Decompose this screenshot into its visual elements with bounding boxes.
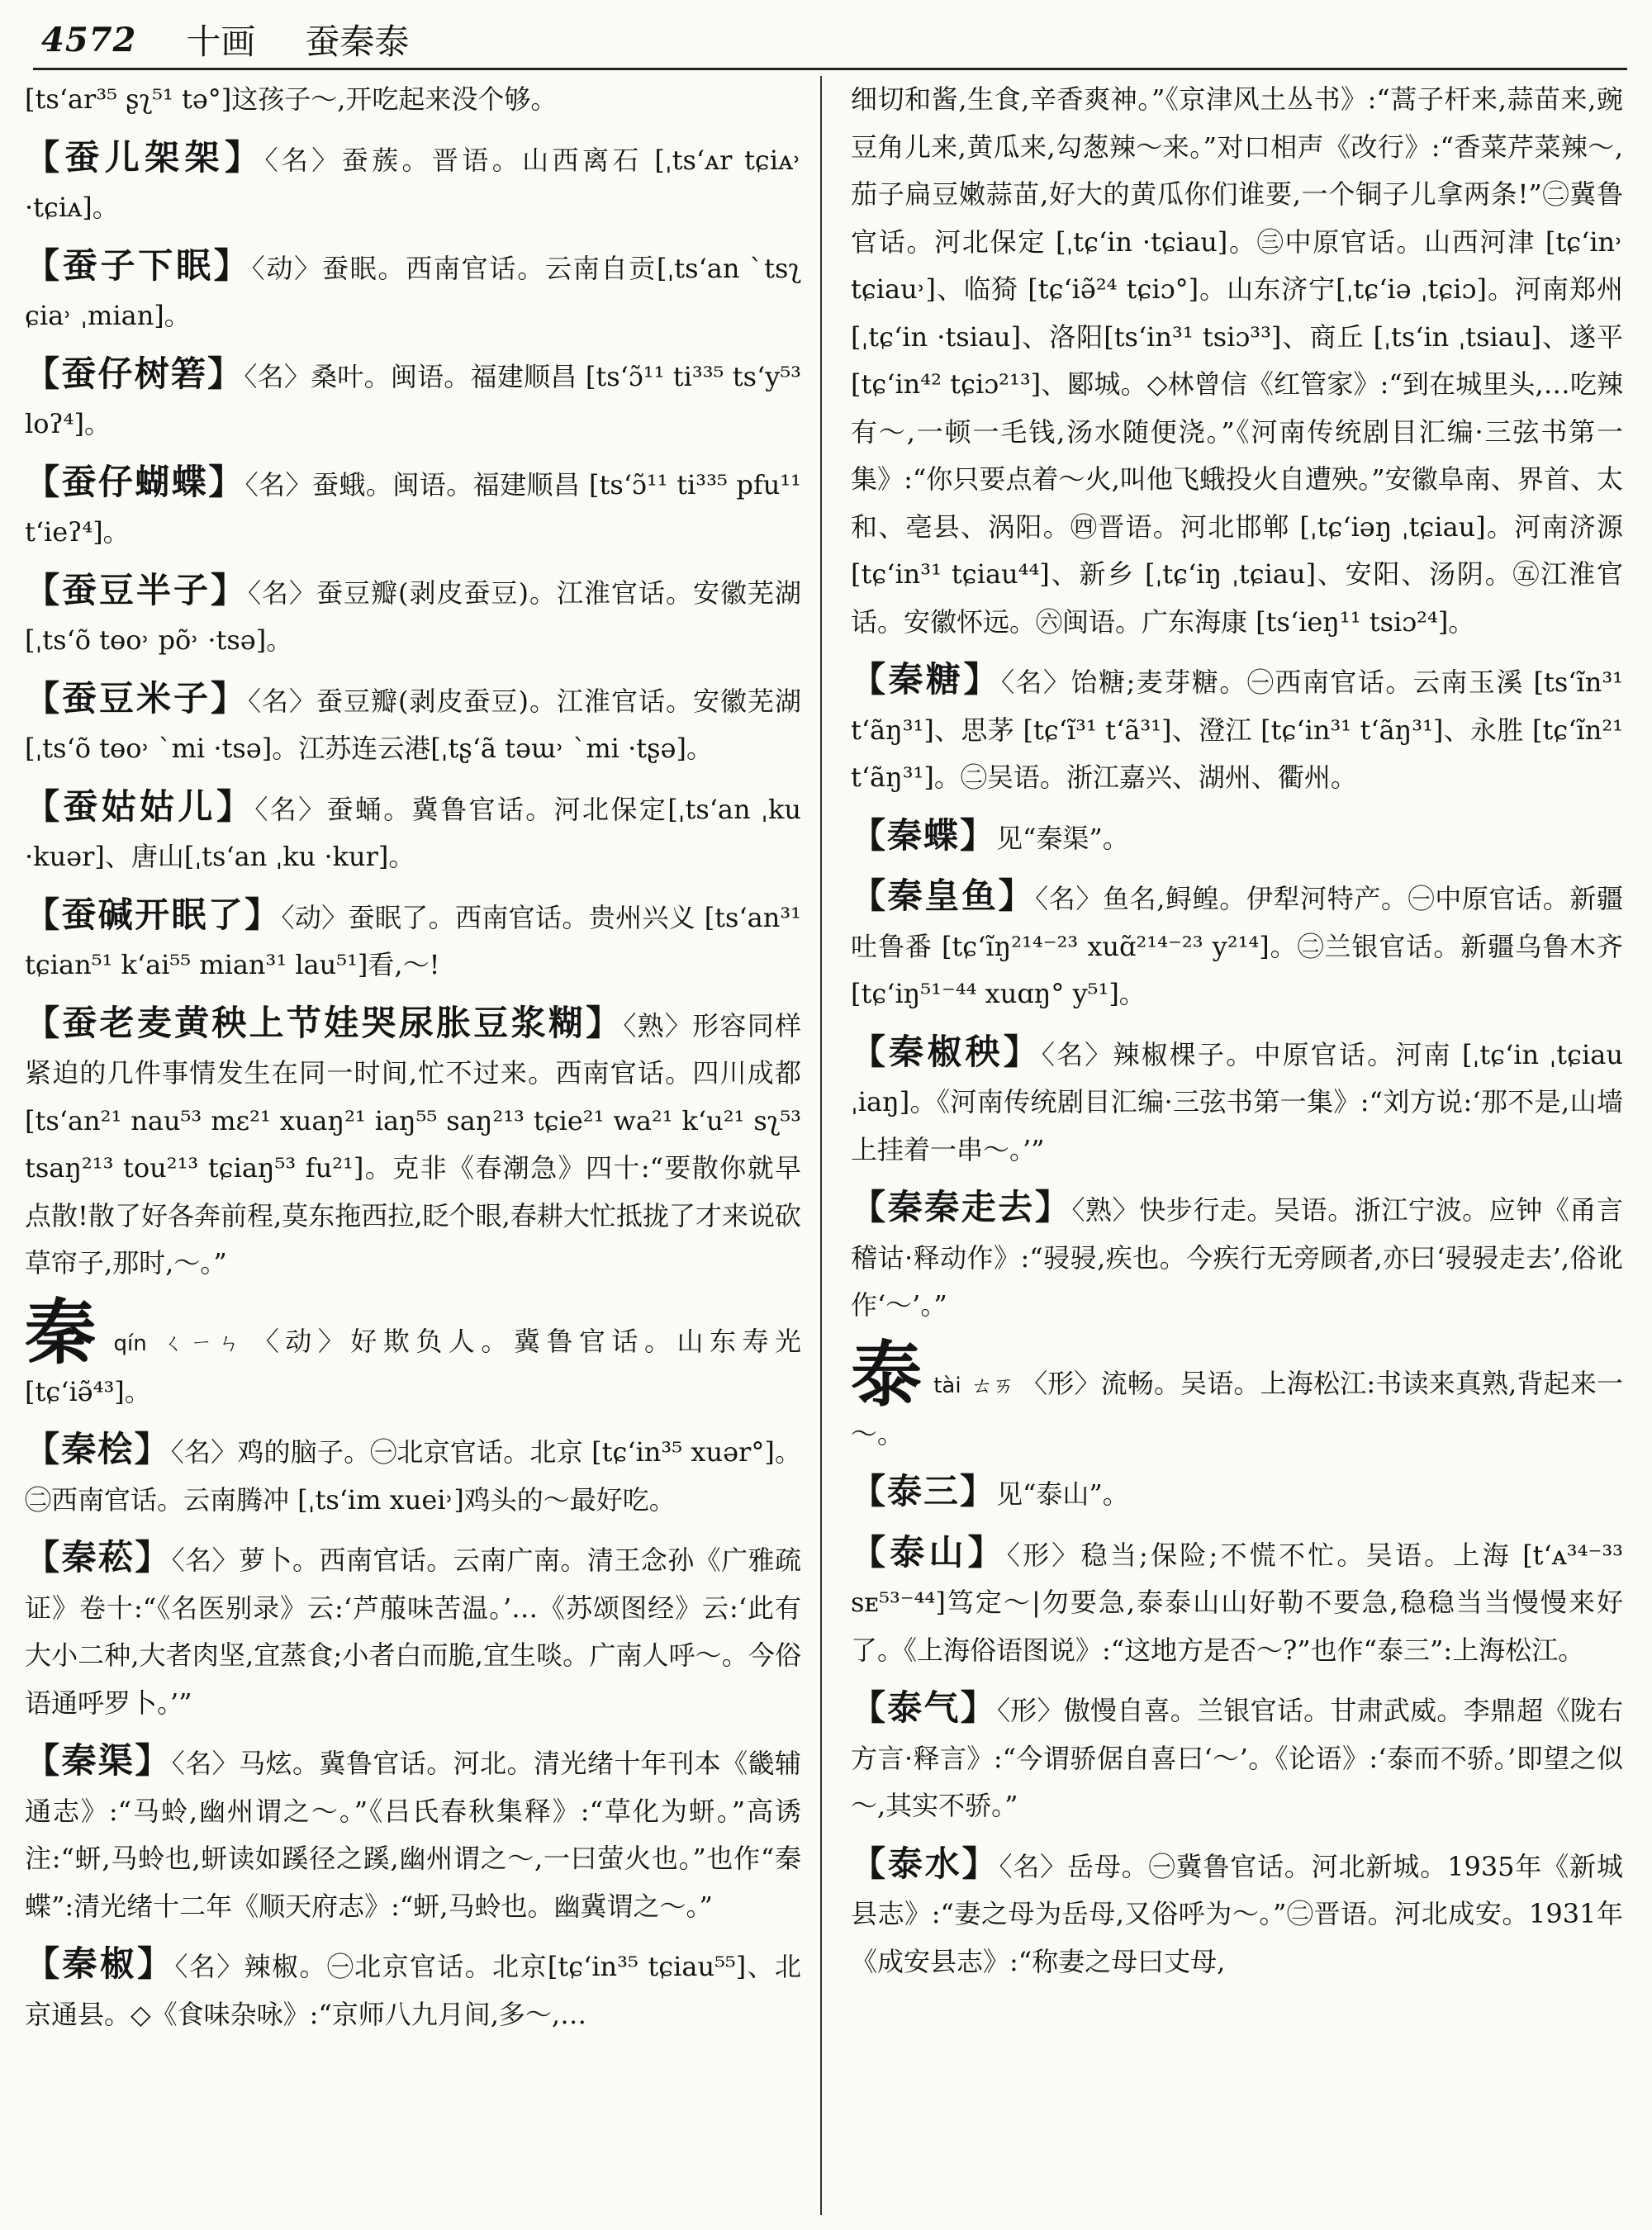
- entry: [851, 872, 1623, 1018]
- head-character-entry: [25, 1290, 801, 1416]
- headword: 【蚕豆米子】: [25, 677, 249, 719]
- entry: [851, 656, 1623, 802]
- entry: [25, 134, 801, 232]
- zhuyin: ㄊㄞ: [971, 1373, 1015, 1398]
- head-character: 泰: [851, 1332, 923, 1416]
- entry-body: 〈形〉流畅。吴语。上海松江:书读来真熟,背起来一～。: [851, 1367, 1623, 1450]
- headword: 【蚕碱开眠了】: [25, 894, 282, 935]
- headword: 【蚕儿架架】: [25, 136, 265, 178]
- headword: 【秦皇鱼】: [851, 875, 1036, 916]
- entry-body: 〈名〉蚕蛹。冀鲁官话。河北保定[ˌtsʻan ˌku ·kuər]、唐山[ˌtsʻan ˌku ·kur]。: [25, 793, 801, 872]
- entry-body: 〈名〉蚕蛾。闽语。福建顺昌 [tsʻɔ̃¹¹ ti³³⁵ pfu¹¹ tʻieʔ⁴]。: [25, 468, 801, 548]
- entry-body: 〈动〉蚕眠。西南官话。云南自贡[ˌtsʻan ˋtsʅ ɕia˒ ˌmian]。: [25, 252, 801, 331]
- entry: [25, 783, 801, 881]
- entry-body: 〈形〉傲慢自喜。兰银官话。甘肃武威。李鼎超《陇右方言·释言》:“今谓骄倨自喜曰‘～’。《论语》:‘泰而不骄。’即望之似～,其实不骄。”: [851, 1695, 1623, 1821]
- headword: 【蚕豆半子】: [25, 569, 249, 610]
- headword: 【秦菘】: [25, 1537, 172, 1578]
- column-divider: [820, 76, 822, 2215]
- entry: [851, 1684, 1623, 1830]
- entry-body: 〈名〉蚕豆瓣(剥皮蚕豆)。江淮官话。安徽芜湖[ˌtsʻõ tɵo˒ ˋmi ·tsə]。江苏连云港[ˌtʂʻã təɯ˒ ˋmi ·tʂə]。: [25, 685, 801, 764]
- headword: 【泰山】: [851, 1531, 1007, 1573]
- entry-body: 〈名〉桑叶。闽语。福建顺昌 [tsʻɔ̃¹¹ ti³³⁵ tsʻy⁵³ loʔ⁴]。: [25, 360, 801, 439]
- headword: 【秦椒秧】: [851, 1031, 1042, 1072]
- continuation-text: 细切和酱,生食,辛香爽神。”《京津风土丛书》:“蒿子杆来,蒜苗来,豌豆角儿来,黄瓜来,勾葱辣～来。”对口相声《改行》:“香菜芹菜辣～,茄子扁豆嫩蒜苗,好大的黄瓜你们谁要,一个铜子儿拿两条!”㊁冀鲁官话。河北保定 [ˌtɕʻin ·tɕiau]。㊂中原官话。山西河津 [tɕʻin˒ tɕiau˒]、临猗 [tɕʻiə̃²⁴ tɕiɔ°]。山东济宁[ˌtɕʻiə ˌtɕiɔ]。河南郑州[ˌtɕʻin ·tsiau]、洛阳[tsʻin³¹ tsiɔ³³]、商丘 [ˌtsʻin ˌtsiau]、遂平 [tɕʻin⁴² tɕiɔ²¹³]、郾城。◇林曾信《红管家》:“到在城里头,…吃辣有～,一顿一毛钱,汤水随便浇。”《河南传统剧目汇编·三弦书第一集》:“你只要点着～火,叫他飞蛾投火自遭殃。”安徽阜南、界首、太和、亳县、涡阳。㊃晋语。河北邯郸 [ˌtɕʻiəŋ ˌtɕiau]。河南济源[tɕʻin³¹ tɕiau⁴⁴]、新乡 [ˌtɕʻiŋ ˌtɕiau]、安阳、汤阴。㊄江淮官话。安徽怀远。㊅闽语。广东海康 [tsʻieŋ¹¹ tsiɔ²⁴]。: [851, 83, 1623, 638]
- page-header: [41, 15, 1627, 64]
- headword: 【蚕姑姑儿】: [25, 785, 255, 827]
- page-number: 4572: [41, 20, 137, 59]
- entry-body: 见“泰山”。: [996, 1478, 1129, 1510]
- entry-body: 〈名〉辣椒。㊀北京官话。北京[tɕʻin³⁵ tɕiau⁵⁵]、北京通县。◇《食味杂咏》:“京师八九月间,多～,…: [25, 1951, 801, 2030]
- entry-body: 〈名〉饴糖;麦芽糖。㊀西南官话。云南玉溪 [tsʻĩn³¹ tʻãŋ³¹]、思茅 [tɕʻĩ³¹ tʻã³¹]、澄江 [tɕʻin³¹ tʻãŋ³¹]、永胜 [tɕʻĩn²¹ tʻãŋ³¹]。㊁吴语。浙江嘉兴、湖州、衢州。: [851, 667, 1623, 793]
- head-character-entry: [851, 1332, 1623, 1459]
- entry: [25, 242, 801, 340]
- entry: [851, 1840, 1623, 1986]
- continuation-text: [tsʻar³⁵ ʂʅ⁵¹ tə°]这孩子～,开吃起来没个够。: [25, 83, 558, 115]
- entry: [851, 1028, 1623, 1174]
- entry: [851, 1529, 1623, 1675]
- entry: [25, 1426, 801, 1524]
- entry: [25, 350, 801, 448]
- pinyin: qín: [113, 1331, 147, 1356]
- headword: 【秦秦走去】: [851, 1187, 1072, 1227]
- entry-body: 〈动〉蚕眠了。西南官话。贵州兴义 [tsʻan³¹ tɕian⁵¹ kʻai⁵⁵ mian³¹ lau⁵¹]看,～!: [25, 901, 801, 980]
- headword: 【泰水】: [851, 1843, 999, 1884]
- entry-body: 〈名〉辣椒棵子。中原官话。河南 [ˌtɕʻin ˌtɕiau ˌiaŋ]。《河南传统剧目汇编·三弦书第一集》:“刘方说:‘那不是,山墙上挂着一串～。’”: [851, 1038, 1623, 1165]
- section-label: 十画: [186, 21, 256, 62]
- entry: [25, 891, 801, 989]
- zhuyin: ㄑㄧㄣ: [156, 1331, 246, 1356]
- entry: [25, 567, 801, 665]
- entry: [25, 1737, 801, 1930]
- entry-body: 〈形〉稳当;保险;不慌不忙。吴语。上海 [tʻᴀ³⁴⁻³³ sᴇ⁵³⁻⁴⁴]笃定～|勿要急,泰泰山山好勒不要急,稳稳当当慢慢来好了。《上海俗语图说》:“这地方是否～?”也作“泰三”:上海松江。: [851, 1539, 1623, 1666]
- headword: 【秦渠】: [25, 1740, 172, 1781]
- entry-body: 〈名〉马炫。冀鲁官话。河北。清光绪十年刊本《畿辅通志》:“马蛉,幽州谓之～。”《吕氏春秋集释》:“草化为蚈。”高诱注:“蚈,马蛉也,蚈读如蹊径之蹊,幽州谓之～,一曰萤火也。”也作“秦蝶”:清光绪十二年《顺天府志》:“蚈,马蛉也。幽冀谓之～。”: [25, 1748, 801, 1922]
- entry: [851, 812, 1623, 863]
- headword: 【蚕仔树箬】: [25, 353, 244, 394]
- entry-body: 〈动〉好欺负人。冀鲁官话。山东寿光 [tɕʻiə̃⁴³]。: [25, 1325, 801, 1407]
- headword: 【秦椒】: [25, 1943, 175, 1984]
- headword: 【蚕老麦黄秧上节娃哭尿胀豆浆糊】: [25, 1002, 624, 1043]
- entry: [25, 458, 801, 557]
- headword: 【秦桧】: [25, 1429, 171, 1469]
- entry-body: 〈名〉岳母。㊀冀鲁官话。河北新城。1935年《新城县志》:“妻之母为岳母,又俗呼为～。”㊁晋语。河北成安。1931年《成安县志》:“称妻之母曰丈母,: [851, 1850, 1623, 1977]
- entry-body: 见“秦渠”。: [996, 822, 1129, 854]
- entry-body: 〈名〉蚕蔟。晋语。山西离石 [ˌtsʻᴀr tɕiᴀ˒ ·tɕiᴀ]。: [25, 144, 801, 223]
- headword: 【蚕仔蝴蝶】: [25, 461, 245, 502]
- entry-body: 〈名〉蚕豆瓣(剥皮蚕豆)。江淮官话。安徽芜湖 [ˌtsʻõ tɵo˒ põ˒ ·tsə]。: [25, 576, 801, 656]
- entry-body: 〈熟〉形容同样紧迫的几件事情发生在同一时间,忙不过来。西南官话。四川成都 [tsʻan²¹ nau⁵³ mɛ²¹ xuaŋ²¹ iaŋ⁵⁵ saŋ²¹³ tɕie²¹ wa²¹ kʻu²¹ sʅ⁵³ tsaŋ²¹³ tou²¹³ tɕiaŋ⁵³ fu²¹]。克非《春潮急》四十:“要散你就早点散!散了好各奔前程,莫东拖西拉,眨个眼,春耕大忙抵拢了才来说砍草帘子,那时,～。”: [25, 1009, 801, 1279]
- headword: 【秦蝶】: [851, 814, 997, 856]
- headword: 【泰气】: [851, 1687, 998, 1728]
- entry: [25, 999, 801, 1288]
- entry: [25, 675, 801, 773]
- left-column: [25, 76, 801, 2215]
- entry-body: 〈名〉萝卜。西南官话。云南广南。清王念孙《广雅疏证》卷十:“《名医别录》云:‘芦菔味苦温。’…《苏颂图经》云:‘此有大小二种,大者肉坚,宜蒸食;小者白而脆,宜生啖。广南人呼～。今俗语通呼罗卜。’”: [25, 1544, 801, 1719]
- headword: 【泰三】: [851, 1471, 997, 1511]
- header-rule: [33, 68, 1627, 70]
- entry: [851, 1184, 1623, 1330]
- entry: [25, 1534, 801, 1727]
- entry-body: 〈名〉鱼名,鲟鳇。伊犁河特产。㊀中原官话。新疆吐鲁番 [tɕʻĩŋ²¹⁴⁻²³ xuɑ̃²¹⁴⁻²³ y²¹⁴]。㊁兰银官话。新疆乌鲁木齐 [tɕʻiŋ⁵¹⁻⁴⁴ xuɑŋ° y⁵¹]。: [851, 883, 1623, 1009]
- entry: [25, 1940, 801, 2038]
- headword: 【蚕子下眠】: [25, 244, 252, 286]
- entry-body: 〈名〉鸡的脑子。㊀北京官话。北京 [tɕʻin³⁵ xuər°]。㊁西南官话。云南腾冲 [ˌtsʻim xuei˒]鸡头的～最好吃。: [25, 1436, 801, 1516]
- headword: 【秦糖】: [851, 659, 1002, 700]
- header-characters: 蚕秦泰: [305, 21, 410, 62]
- right-column: [851, 76, 1623, 2215]
- head-character: 秦: [25, 1290, 102, 1374]
- pinyin: tài: [933, 1373, 961, 1398]
- entry: [851, 1468, 1623, 1519]
- entry-body: 〈熟〉快步行走。吴语。浙江宁波。应钟《甬言稽诂·释动作》:“骎骎,疾也。今疾行无旁顾者,亦曰‘骎骎走去’,俗讹作‘～’。”: [851, 1194, 1623, 1321]
